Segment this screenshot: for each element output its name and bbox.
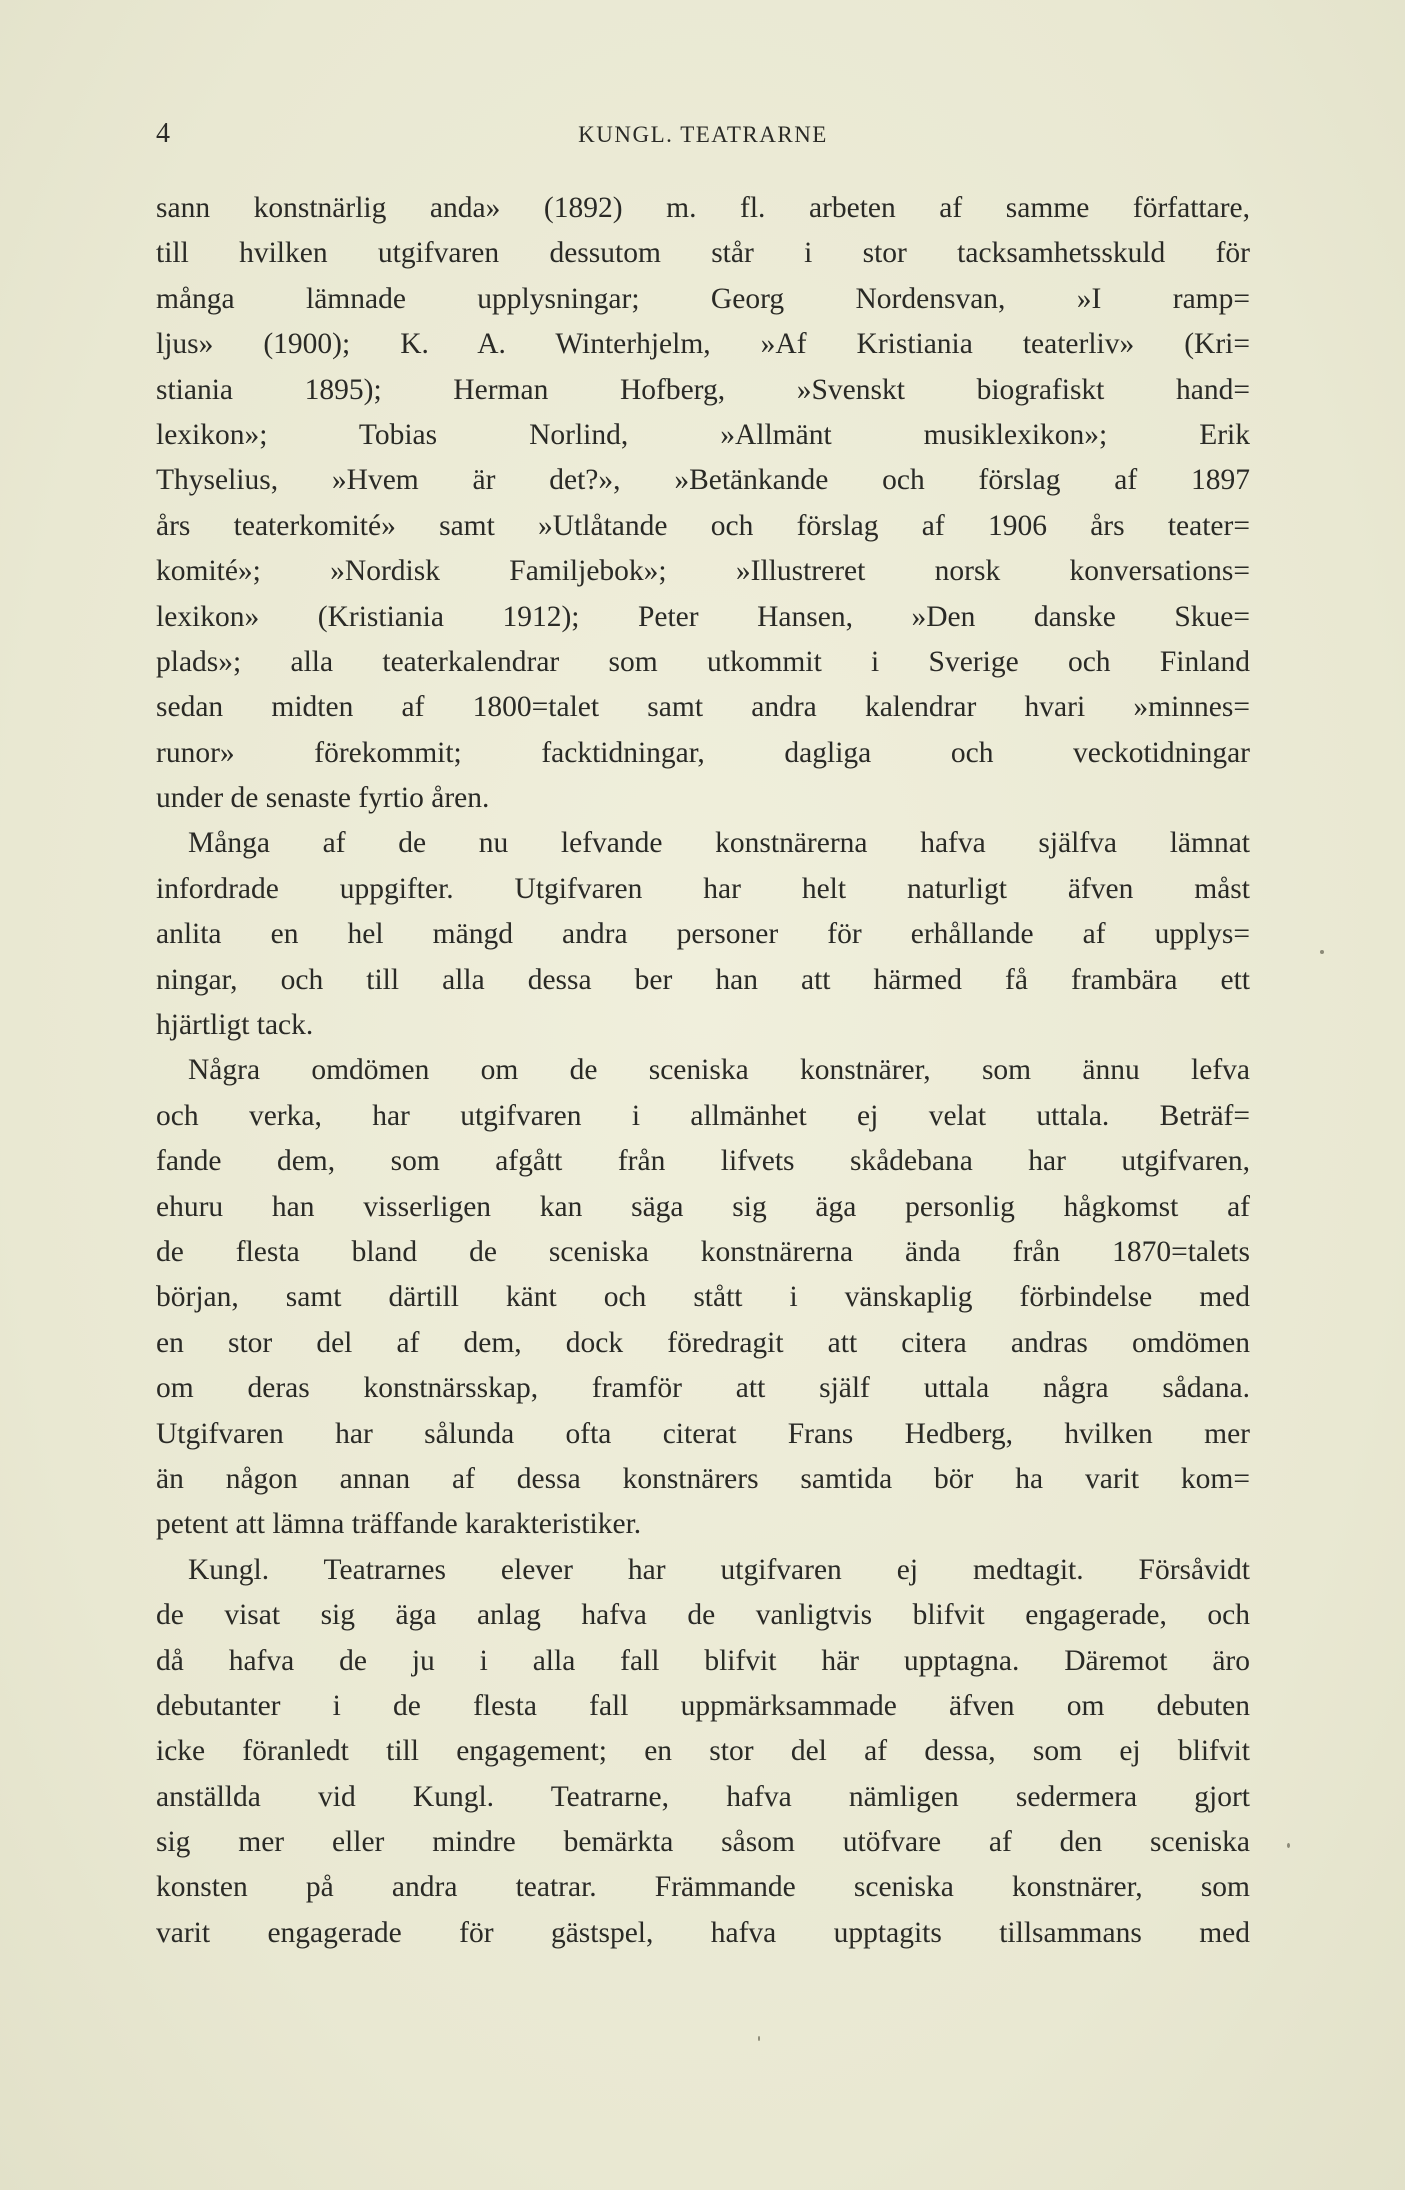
text-line: och verka, har utgifvaren i allmänhet ej velat uttala. Beträf= [156,1099,1250,1132]
body-text [156,186,1250,1956]
paper-speck [1287,1843,1290,1848]
text-line: sann konstnärlig anda» (1892) m. fl. arbeten af samme författare, [156,192,1250,224]
text-line: anställda vid Kungl. Teatrarne, hafva nämligen sedermera gjort [156,1780,1250,1813]
running-head: KUNGL. TEATRARNE [578,122,828,147]
paper-speck [758,2036,760,2041]
text-line: varit engagerade för gästspel, hafva upptagits tillsammans med [156,1916,1250,1949]
text-line: de flesta bland de sceniska konstnärerna ända från 1870=talets [156,1235,1250,1268]
text-line: lexikon»; Tobias Norlind, »Allmänt musiklexikon»; Erik [156,418,1250,451]
text-line: sig mer eller mindre bemärkta såsom utöfvare af den sceniska [156,1826,1250,1859]
text-line: runor» förekommit; facktidningar, dagliga och veckotidningar [156,736,1250,769]
text-line: debutanter i de flesta fall uppmärksammade äfven om debuten [156,1689,1250,1722]
text-line: Kungl. Teatrarnes elever har utgifvaren ej medtagit. Försåvidt [188,1553,1250,1586]
text-line: de visat sig äga anlag hafva de vanligtvis blifvit engagerade, och [156,1599,1250,1632]
text-line: om deras konstnärsskap, framför att själf uttala några sådana. [156,1372,1250,1405]
text-line: då hafva de ju i alla fall blifvit här upptagna. Däremot äro [156,1644,1250,1677]
text-line: Utgifvaren har sålunda ofta citerat Frans Hedberg, hvilken mer [156,1417,1250,1450]
text-line: konsten på andra teatrar. Främmande sceniska konstnärer, som [156,1871,1250,1904]
page-header [156,118,1250,158]
text-line: stiania 1895); Herman Hofberg, »Svenskt biografiskt hand= [156,373,1250,406]
text-line: en stor del af dem, dock föredragit att citera andras omdömen [156,1326,1250,1359]
text-line: ljus» (1900); K. A. Winterhjelm, »Af Kristiania teaterliv» (Kri= [156,328,1250,361]
text-line: än någon annan af dessa konstnärers samtida bör ha varit kom= [156,1462,1250,1495]
text-line: många lämnade upplysningar; Georg Nordensvan, »I ramp= [156,282,1250,315]
text-line: komité»; »Nordisk Familjebok»; »Illustreret norsk konversations= [156,555,1250,588]
text-line: hjärtligt tack. [156,1009,314,1042]
paper-speck [1320,950,1324,954]
page-number: 4 [156,118,170,149]
text-line: års teaterkomité» samt »Utlåtande och förslag af 1906 års teater= [156,509,1250,542]
text-line: petent att lämna träffande karakteristiker. [156,1508,642,1541]
text-line: fande dem, som afgått från lifvets skådebana har utgifvaren, [156,1145,1250,1178]
text-line: icke föranledt till engagement; en stor del af dessa, som ej blifvit [156,1735,1250,1768]
text-line: ehuru han visserligen kan säga sig äga personlig hågkomst af [156,1190,1250,1223]
text-line: början, samt därtill känt och stått i vänskaplig förbindelse med [156,1281,1250,1314]
text-line: till hvilken utgifvaren dessutom står i stor tacksamhetsskuld för [156,237,1250,270]
text-line: under de senaste fyrtio åren. [156,782,490,815]
text-line: Några omdömen om de sceniska konstnärer, som ännu lefva [188,1054,1250,1087]
text-line: plads»; alla teaterkalendrar som utkommit i Sverige och Finland [156,645,1250,678]
text-line: ningar, och till alla dessa ber han att härmed få frambära ett [156,963,1250,996]
text-line: Många af de nu lefvande konstnärerna hafva själfva lämnat [188,827,1250,860]
text-line: infordrade uppgifter. Utgifvaren har helt naturligt äfven måst [156,872,1250,905]
text-line: sedan midten af 1800=talet samt andra kalendrar hvari »minnes= [156,691,1250,724]
text-line: lexikon» (Kristiania 1912); Peter Hansen, »Den danske Skue= [156,600,1250,633]
text-line: anlita en hel mängd andra personer för erhållande af upplys= [156,918,1250,951]
text-line: Thyselius, »Hvem är det?», »Betänkande och förslag af 1897 [156,464,1250,497]
